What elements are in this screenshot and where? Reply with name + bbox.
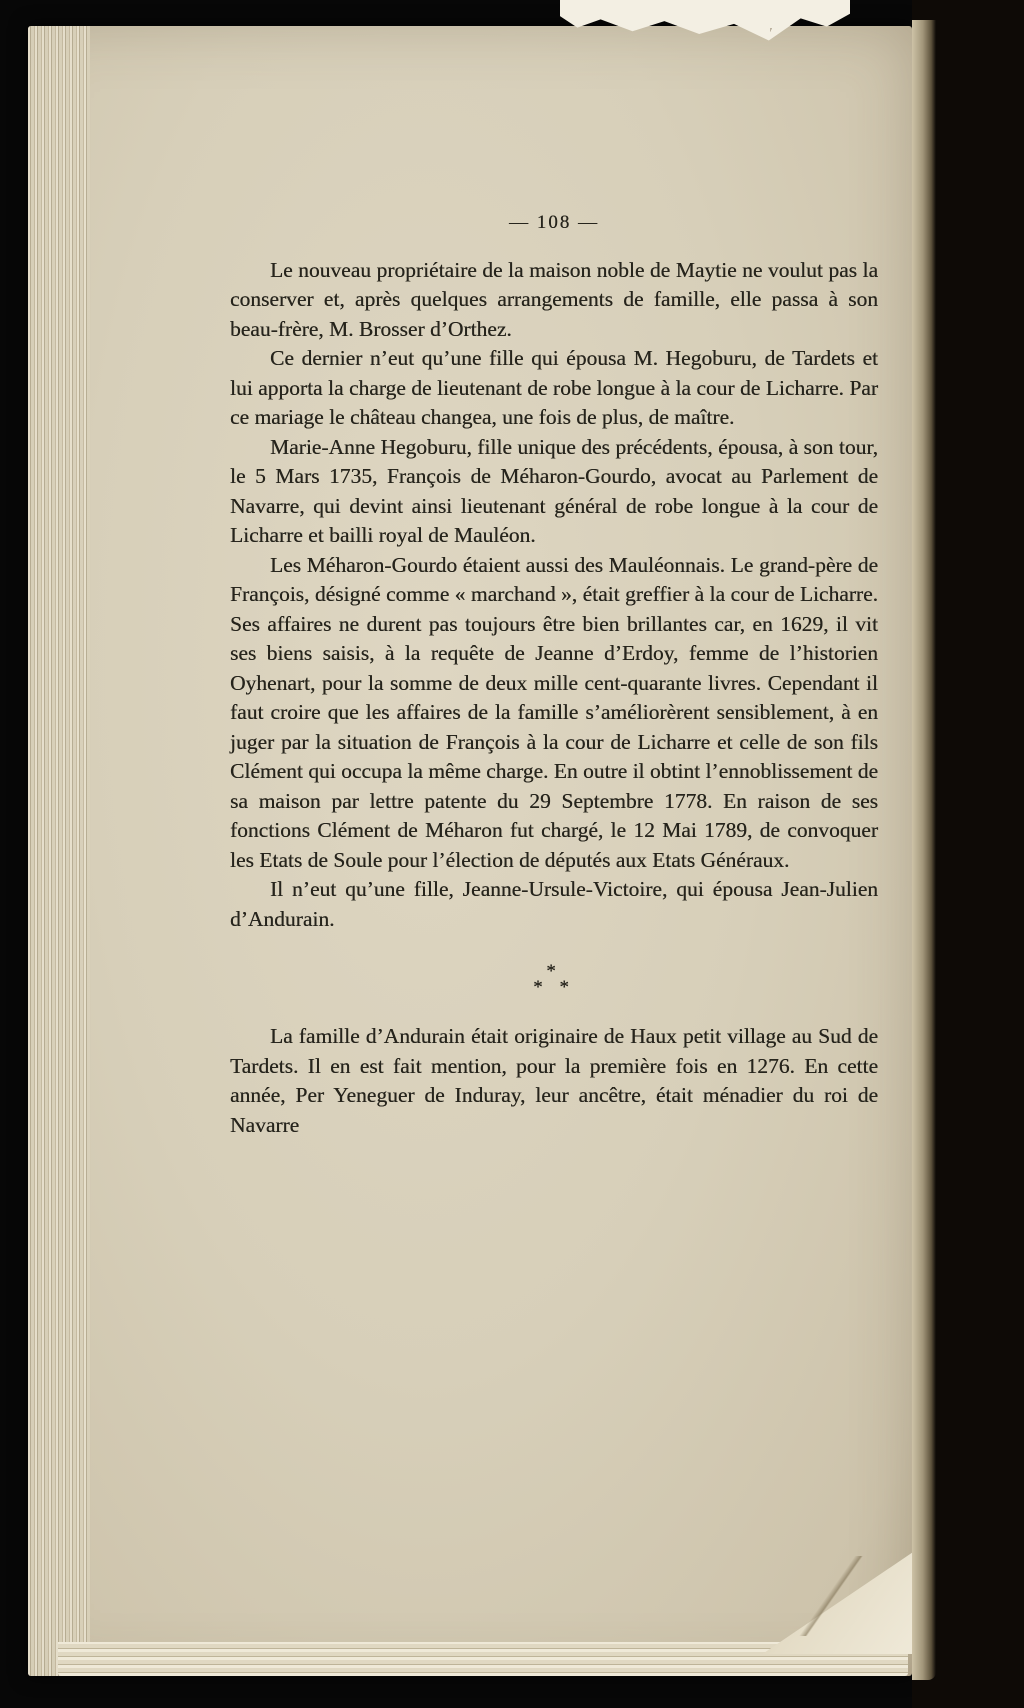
closing-paragraphs (230, 1022, 878, 1140)
asterism-separator (230, 961, 878, 998)
paragraph: La famille d’Andurain était originaire de Haux petit village au Sud de Tardets. Il en est fait mention, pour la première fois en 1276. En cette année, Per Yeneguer de Induray, leur ancêtre, était ménadier du roi de Navarre (230, 1024, 878, 1137)
book-page (28, 26, 912, 1676)
paragraph: Les Méharon-Gourdo étaient aussi des Mauléonnais. Le grand-père de François, désigné comme « marchand », était greffier à la cour de Licharre. Ses affaires ne durent pas toujours être bien brillantes car, en 1629, il vit ses biens saisis, à la requête de Jeanne d’Erdoy, femme de l’historien Oyhenart, pour la somme de deux mille cent-quarante livres. Cependant il faut croire que les affaires de la famille s’améliorèrent sensiblement, à en juger par la situation de François à la cour de Licharre et celle de son fils Clément qui occupa la même charge. En outre il obtint l’ennoblissement de sa maison par lettre patente du 29 Septembre 1778. En raison de ses fonctions Clément de Méharon fut chargé, le 12 Mai 1789, de convoquer les Etats de Soule pour l’élection de députés aux Etats Généraux. (230, 552, 879, 872)
torn-paper-top-crease (770, 28, 900, 68)
asterism-top: * (546, 961, 562, 982)
page-number: — 108 — (509, 212, 599, 233)
asterism-bottom: * * (533, 977, 575, 998)
book-gutter (912, 0, 1024, 1708)
paragraph: Marie-Anne Hegoburu, fille unique des précédents, épousa, à son tour, le 5 Mars 1735, François de Méharon-Gourdo, avocat au Parlement de Navarre, qui devint ainsi lieutenant général de robe longue à la cour de Licharre et bailli royal de Mauléon. (230, 434, 878, 547)
next-page-edge (912, 20, 936, 1680)
page-text-column (230, 208, 878, 1140)
fold-crease-line (756, 1556, 906, 1636)
paragraph: Ce dernier n’eut qu’une fille qui épousa M. Hegoburu, de Tardets et lui apporta la charge de lieutenant de robe longue à la cour de Licharre. Par ce mariage le château changea, une fois de plus, de maître. (230, 346, 878, 429)
paragraph: Le nouveau propriétaire de la maison noble de Maytie ne voulut pas la conserver et, après quelques arrangements de famille, elle passa à son beau-frère, M. Brosser d’Orthez. (230, 257, 878, 341)
page-stack-left-edge (28, 26, 90, 1676)
main-paragraphs (230, 256, 878, 935)
paragraph: Il n’eut qu’une fille, Jeanne-Ursule-Victoire, qui épousa Jean-Julien d’Andurain. (230, 877, 878, 931)
